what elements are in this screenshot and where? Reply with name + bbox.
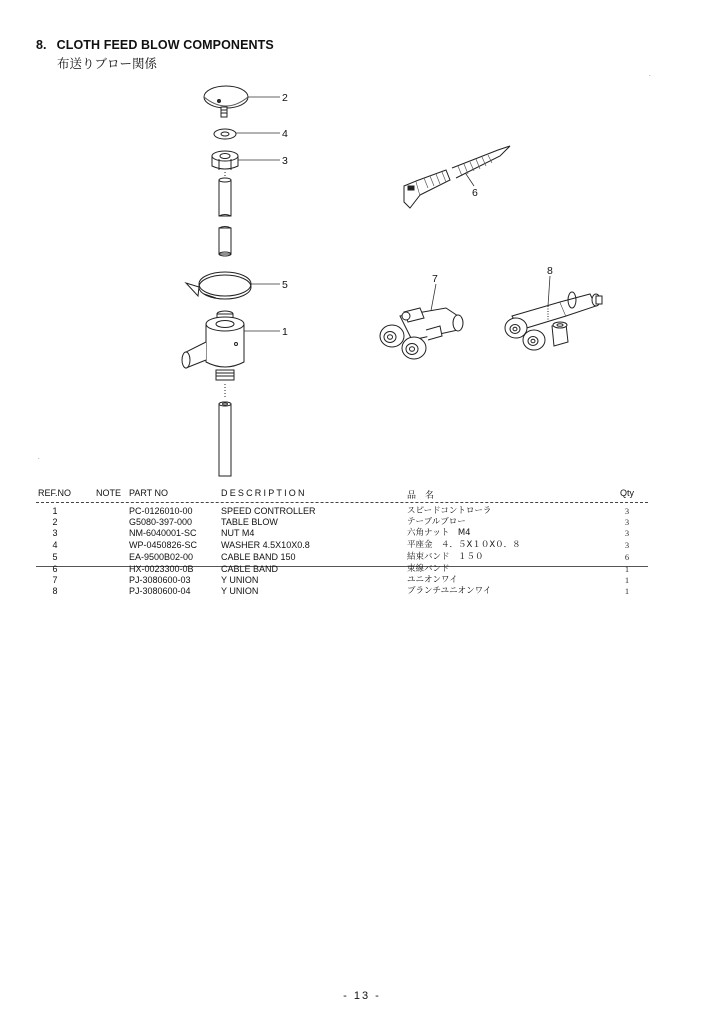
- table-row: [0, 517, 724, 528]
- callout-7: 7: [432, 273, 438, 285]
- qty: 1: [624, 586, 630, 596]
- table-row: [0, 528, 724, 539]
- table-row: [0, 506, 724, 517]
- ref-no: 3: [52, 528, 58, 538]
- qty: 3: [624, 517, 630, 527]
- header-japanese-name: 品 名: [407, 490, 435, 500]
- part-no: EA-9500B02-00: [129, 552, 194, 562]
- part-no: WP-0450826-SC: [129, 540, 198, 550]
- page-number: - 13 -: [343, 990, 381, 1002]
- part-no: HX-0023300-0B: [129, 564, 194, 574]
- part-no: PC-0126010-00: [129, 506, 193, 516]
- qty: 3: [624, 540, 630, 550]
- callout-8: 8: [547, 265, 553, 277]
- ref-no: 5: [52, 552, 58, 562]
- table-row: [0, 564, 724, 575]
- header-description: DESCRIPTION: [221, 488, 307, 498]
- y-union-part: [380, 308, 463, 359]
- header-note: NOTE: [96, 488, 122, 498]
- qty: 3: [624, 528, 630, 538]
- table-row: [0, 586, 724, 597]
- description: WASHER 4.5X10X0.8: [221, 540, 310, 550]
- description: Y UNION: [221, 586, 259, 596]
- section-subtitle: 布送りブロー関係: [57, 57, 158, 71]
- description: TABLE BLOW: [221, 517, 278, 527]
- ref-no: 8: [52, 586, 58, 596]
- tube-upper: [219, 172, 231, 256]
- stray-dot: .: [649, 72, 651, 78]
- japanese-name: ユニオンワイ: [407, 575, 458, 585]
- japanese-name: 平座金 ４．５X１０X０．８: [407, 540, 521, 550]
- part-no: G5080-397-000: [129, 517, 193, 527]
- callout-6: 6: [472, 187, 478, 199]
- ref-no: 7: [52, 575, 58, 585]
- japanese-name: 六角ナット M4: [407, 528, 471, 538]
- japanese-name: ブランチユニオンワイ: [407, 586, 492, 596]
- description: CABLE BAND: [221, 564, 279, 574]
- japanese-name: スピードコントローラ: [407, 506, 492, 516]
- table-row: [0, 540, 724, 551]
- section-number: 8.: [36, 38, 47, 52]
- japanese-name: 結束バンド １５０: [407, 552, 484, 562]
- stray-dot: .: [38, 455, 40, 461]
- callout-5: 5: [282, 279, 288, 291]
- table-blow-part: [204, 86, 248, 117]
- header-part-no: PART NO: [129, 488, 169, 498]
- description: Y UNION: [221, 575, 259, 585]
- part-no: PJ-3080600-03: [129, 575, 191, 585]
- qty: 3: [624, 506, 630, 516]
- table-row: [0, 552, 724, 563]
- branch-y-union-part: [505, 292, 602, 350]
- table-row: [0, 575, 724, 586]
- header-qty: Qty: [620, 488, 635, 498]
- callout-2: 2: [282, 92, 288, 104]
- japanese-name: 束線バンド: [407, 564, 450, 574]
- tube-lower: [219, 402, 231, 476]
- header-ref-no: REF.NO: [38, 488, 72, 498]
- washer-part: [214, 129, 236, 139]
- ref-no: 6: [52, 564, 58, 574]
- cable-tie-part: [404, 146, 510, 208]
- qty: 6: [624, 552, 630, 562]
- japanese-name: テーブルブロー: [407, 517, 466, 527]
- callout-3: 3: [282, 155, 288, 167]
- qty: 1: [624, 564, 630, 574]
- speed-controller-part: [182, 311, 244, 398]
- ref-no: 2: [52, 517, 58, 527]
- part-no: NM-6040001-SC: [129, 528, 197, 538]
- description: CABLE BAND 150: [221, 552, 296, 562]
- callout-1: 1: [282, 326, 288, 338]
- ref-no: 1: [52, 506, 58, 516]
- header-divider: [36, 502, 648, 503]
- qty: 1: [624, 575, 630, 585]
- ref-no: 4: [52, 540, 58, 550]
- part-no: PJ-3080600-04: [129, 586, 191, 596]
- parts-diagram: [0, 0, 724, 480]
- nut-part: [212, 151, 238, 170]
- description: SPEED CONTROLLER: [221, 506, 316, 516]
- cable-band-part: [186, 272, 251, 299]
- section-title-text: CLOTH FEED BLOW COMPONENTS: [56, 38, 274, 52]
- callout-4: 4: [282, 128, 288, 140]
- description: NUT M4: [221, 528, 255, 538]
